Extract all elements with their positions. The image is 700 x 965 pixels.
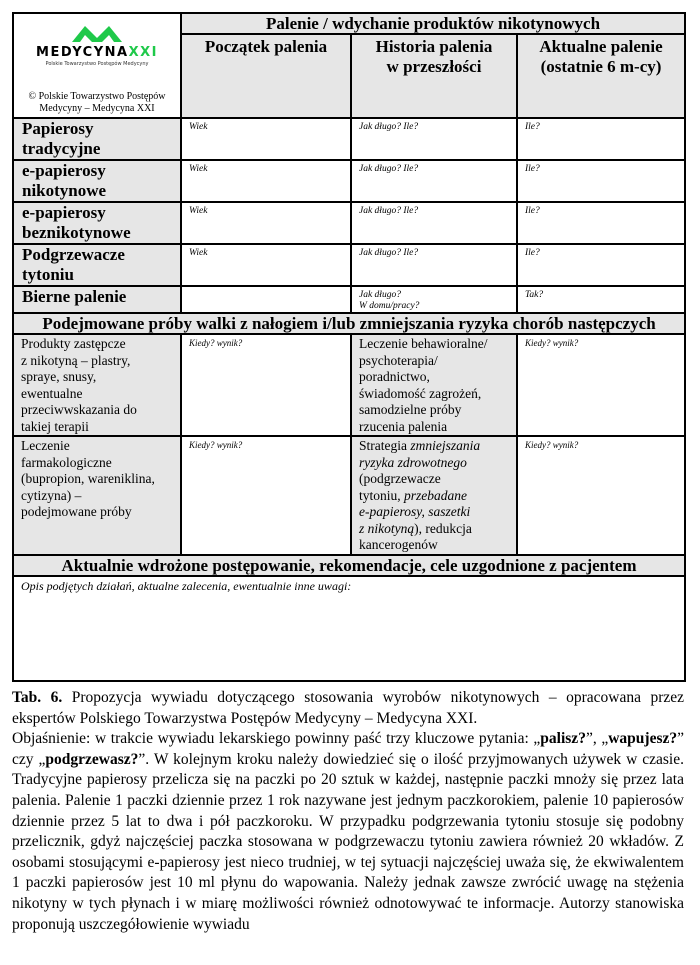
label-line <box>359 488 516 505</box>
logo <box>14 24 180 67</box>
label-line <box>359 438 516 455</box>
label-line <box>359 455 516 472</box>
input-history[interactable] <box>351 244 517 286</box>
input-current[interactable] <box>517 118 685 160</box>
explanation-bold: podgrzewasz? <box>45 750 139 768</box>
input-pharmacological[interactable] <box>181 436 351 555</box>
field-hint: Jak długo? <box>359 290 401 300</box>
row-label-line: nikotynowe <box>22 181 107 200</box>
input-start-age[interactable] <box>181 202 351 244</box>
input-current[interactable] <box>517 202 685 244</box>
column-header-line: (ostatnie 6 m-cy) <box>540 57 662 76</box>
table-row <box>13 334 685 436</box>
label-line <box>359 471 516 488</box>
explanation-text: ”, „ <box>585 730 609 748</box>
label-line: ewentualne <box>21 385 83 401</box>
row-label-passive-smoking <box>13 286 181 313</box>
input-behavioral-therapy[interactable] <box>517 334 685 436</box>
label-line: (bupropion, wareniklina, <box>21 471 155 486</box>
logo-brand-main: MEDYCYNA <box>36 45 129 60</box>
row-label-line: Podgrzewacze <box>22 245 125 264</box>
explanation-text: ”. W kolejnym kroku należy dowiedzieć się o ilość przyjmowanych używek w czasie. Tradycyjne papierosy przelicza się na paczki po 20 sztuk w każdej, następnie paczki mnoży się przez lata palenia. Palenie 1 paczki dziennie przez 1 rok nazywane jest jednym paczkorokiem, palenie 10 papierosów dziennie przez 5 lat to dwa i pół paczkoroku. W przypadku podgrzewania tytoniu stosuje się podobny przelicznik, gdyż najczęściej paczka stosowana w podgrzewaczu tytoniu zawiera również 20 wkładów. Z osobami stosującymi e-papierosy jest nieco trudniej, w tej sytuacji najczęściej uważa się, że ekwiwalentem 1 paczki papierosów jest 10 ml płynu do wapowania. Należy jednak zawsze zwrócić uwagę na stężenia nikotyny w tych płynach i w miarę możliwości również odnotowywać te informacje. Autorzy stanowiska proponują uszczegółowienie wywiadu <box>12 750 684 933</box>
row-label-line: beznikotynowe <box>22 223 131 242</box>
label-line: farmakologiczne <box>21 454 112 470</box>
input-current[interactable] <box>517 244 685 286</box>
field-hint: Tak? <box>525 290 544 300</box>
row-label-line: tytoniu <box>22 265 74 284</box>
notes-prompt: Opis podjętych działań, aktualne zalecenia, ewentualnie inne uwagi: <box>21 579 352 593</box>
field-hint: Wiek <box>189 206 208 216</box>
table-row <box>13 436 685 555</box>
label-line: świadomość zagrożeń, <box>359 385 482 401</box>
field-hint: Ile? <box>525 206 540 216</box>
label-line: spraye, snusy, <box>21 369 97 384</box>
field-hint: Ile? <box>525 122 540 132</box>
row-label-heated-tobacco <box>13 244 181 286</box>
table-row <box>13 202 685 244</box>
label-text-italic: zmniejszania <box>410 438 481 453</box>
copyright-line: Medycyny – Medycyna XXI <box>39 103 155 114</box>
caption-explanation <box>12 729 684 935</box>
row-label-harm-reduction <box>351 436 517 555</box>
input-history[interactable] <box>351 160 517 202</box>
field-hint: Ile? <box>525 248 540 258</box>
input-nicotine-replacement[interactable] <box>181 334 351 436</box>
input-history[interactable] <box>351 202 517 244</box>
input-start-age[interactable] <box>181 160 351 202</box>
logo-tagline: Polskie Towarzystwo Postępów Medycyny <box>45 61 149 67</box>
label-line: podejmowane próby <box>21 504 132 519</box>
label-text-italic: z nikotyną <box>359 520 415 536</box>
field-hint: Wiek <box>189 248 208 258</box>
label-text-italic: ryzyka zdrowotnego <box>359 454 467 470</box>
field-hint: Jak długo? Ile? <box>359 164 419 174</box>
label-line: samodzielne próby <box>359 402 462 417</box>
column-header-line: Aktualne palenie <box>539 37 663 56</box>
label-text: kancerogenów <box>359 537 438 552</box>
caption-label: Tab. 6. <box>12 689 63 706</box>
logo-brand <box>14 45 180 60</box>
input-harm-reduction[interactable] <box>517 436 685 555</box>
field-hint: Jak długo? Ile? <box>359 122 419 132</box>
label-line: psychoterapia/ <box>359 352 438 368</box>
column-header-current <box>517 34 685 118</box>
label-line: rzucenia palenia <box>359 418 448 434</box>
label-line: Leczenie behawioralne/ <box>359 336 488 351</box>
label-text-italic: przebadane <box>404 487 468 503</box>
input-start-age[interactable] <box>181 286 351 313</box>
notes-field[interactable] <box>13 576 685 681</box>
section3-title: Aktualnie wdrożone postępowanie, rekomendacje, cele uzgodnione z pacjentem <box>13 555 685 576</box>
table-row <box>13 118 685 160</box>
label-text: (podgrzewacze <box>359 471 441 486</box>
input-history[interactable] <box>351 286 517 313</box>
label-line <box>359 537 516 554</box>
label-line: Leczenie <box>21 438 70 453</box>
label-text: tytoniu, <box>359 487 405 503</box>
row-label-line: tradycyjne <box>22 139 101 158</box>
column-header-line: Historia palenia <box>375 37 493 56</box>
row-label-line: Papierosy <box>22 119 94 138</box>
input-current[interactable] <box>517 160 685 202</box>
label-text: Strategia <box>359 438 411 453</box>
column-header-start <box>181 34 351 118</box>
field-hint: Kiedy? wynik? <box>189 440 243 450</box>
section2-title: Podejmowane próby walki z nałogiem i/lub zmniejszania ryzyka chorób następczych <box>13 313 685 334</box>
row-label-behavioral-therapy <box>351 334 517 436</box>
copyright-notice <box>14 91 180 115</box>
row-label-ecig-nonicotine <box>13 202 181 244</box>
column-header-line: Początek palenia <box>204 37 328 56</box>
column-header-line: w przeszłości <box>386 57 482 76</box>
row-label-line: e-papierosy <box>22 203 106 222</box>
explanation-text: ” czy „ <box>12 730 684 768</box>
logo-cell <box>13 13 181 118</box>
label-line: Produkty zastępcze <box>21 336 126 351</box>
field-hint: Kiedy? wynik? <box>525 338 579 348</box>
input-history[interactable] <box>351 118 517 160</box>
label-text: ), redukcja <box>414 520 472 536</box>
label-line <box>359 521 516 538</box>
label-line: takiej terapii <box>21 418 89 434</box>
mountain-peaks-icon <box>72 24 122 42</box>
table-row <box>13 286 685 313</box>
field-hint: Jak długo? Ile? <box>359 248 419 258</box>
copyright-line: © Polskie Towarzystwo Postępów <box>28 91 166 102</box>
table-caption <box>12 688 684 935</box>
explanation-bold: wapujesz? <box>608 730 678 748</box>
field-hint: Ile? <box>525 164 540 174</box>
explanation-bold: palisz? <box>540 730 586 748</box>
field-hint: Wiek <box>189 164 208 174</box>
row-label-line: Bierne palenie <box>22 287 127 306</box>
field-hint: W domu/pracy? <box>359 301 420 311</box>
section1-title: Palenie / wdychanie produktów nikotynowych <box>181 13 685 34</box>
table-row <box>13 160 685 202</box>
caption-title <box>12 688 684 729</box>
label-text-italic: e-papierosy, saszetki <box>359 504 471 519</box>
field-hint: Kiedy? wynik? <box>189 338 243 348</box>
column-header-history <box>351 34 517 118</box>
label-line: przeciwwskazania do <box>21 402 137 417</box>
row-label-line: e-papierosy <box>22 161 106 180</box>
label-line: z nikotyną – plastry, <box>21 352 131 368</box>
input-start-age[interactable] <box>181 118 351 160</box>
row-label-nicotine-replacement <box>13 334 181 436</box>
row-label-traditional <box>13 118 181 160</box>
row-label-pharmacological <box>13 436 181 555</box>
input-current[interactable] <box>517 286 685 313</box>
explanation-text: Objaśnienie: w trakcie wywiadu lekarskiego powinny paść trzy kluczowe pytania: „ <box>12 730 541 748</box>
field-hint: Wiek <box>189 122 208 132</box>
table-row <box>13 244 685 286</box>
label-line: cytizyna) – <box>21 487 82 503</box>
logo-brand-accent: XXI <box>128 45 158 60</box>
input-start-age[interactable] <box>181 244 351 286</box>
nicotine-interview-table <box>12 12 686 682</box>
field-hint: Jak długo? Ile? <box>359 206 419 216</box>
field-hint: Kiedy? wynik? <box>525 440 579 450</box>
caption-title-text: Propozycja wywiadu dotyczącego stosowania wyrobów nikotynowych – opracowana przez ekspertów Polskiego Towarzystwa Postępów Medycyny – Medycyna XXI. <box>12 689 684 727</box>
row-label-ecig-nicotine <box>13 160 181 202</box>
label-line <box>359 504 516 521</box>
label-line: poradnictwo, <box>359 369 430 384</box>
